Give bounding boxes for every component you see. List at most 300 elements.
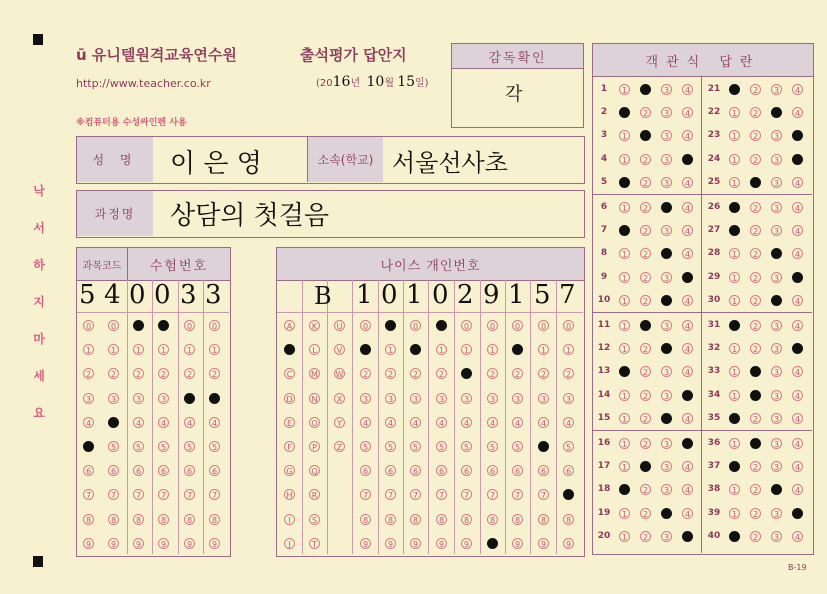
answer-bubble[interactable]: 2 [750, 107, 761, 118]
digit-bubble[interactable]: 5 [563, 441, 574, 452]
digit-bubble[interactable]: 1 [461, 344, 472, 355]
digit-bubble[interactable]: 6 [184, 465, 195, 476]
letter-bubble[interactable]: G [284, 465, 295, 476]
digit-bubble[interactable]: 9 [563, 538, 574, 549]
digit-bubble[interactable]: 2 [133, 368, 144, 379]
digit-bubble[interactable]: 4 [487, 417, 498, 428]
answer-bubble[interactable]: 2 [750, 484, 761, 495]
digit-bubble[interactable]: 8 [563, 514, 574, 525]
answer-bubble[interactable]: 2 [640, 295, 651, 306]
digit-bubble[interactable]: 5 [461, 441, 472, 452]
answer-bubble[interactable]: 3 [661, 531, 672, 542]
answer-bubble[interactable]: 1 [729, 343, 740, 354]
letter-bubble[interactable]: B [284, 344, 295, 355]
answer-bubble[interactable]: 1 [619, 461, 630, 472]
answer-bubble[interactable]: 1 [619, 272, 630, 283]
answer-bubble[interactable]: 2 [750, 461, 761, 472]
digit-bubble[interactable]: 4 [436, 417, 447, 428]
answer-bubble[interactable]: 4 [792, 461, 803, 472]
answer-bubble[interactable]: 2 [640, 84, 651, 95]
answer-bubble[interactable]: 1 [729, 508, 740, 519]
letter-bubble[interactable]: H [284, 489, 295, 500]
answer-bubble[interactable]: 4 [682, 154, 693, 165]
digit-bubble[interactable]: 7 [385, 489, 396, 500]
digit-bubble[interactable]: 3 [133, 393, 144, 404]
answer-bubble[interactable]: 3 [771, 484, 782, 495]
digit-bubble[interactable]: 1 [385, 344, 396, 355]
digit-bubble[interactable]: 5 [158, 441, 169, 452]
digit-bubble[interactable]: 7 [360, 489, 371, 500]
answer-bubble[interactable]: 4 [682, 248, 693, 259]
digit-bubble[interactable]: 5 [487, 441, 498, 452]
answer-bubble[interactable]: 4 [682, 84, 693, 95]
digit-bubble[interactable]: 1 [538, 344, 549, 355]
digit-bubble[interactable]: 1 [563, 344, 574, 355]
answer-bubble[interactable]: 1 [729, 84, 740, 95]
answer-bubble[interactable]: 2 [640, 248, 651, 259]
digit-bubble[interactable]: 8 [184, 514, 195, 525]
letter-bubble[interactable]: D [284, 393, 295, 404]
answer-bubble[interactable]: 4 [792, 366, 803, 377]
digit-bubble[interactable]: 4 [360, 417, 371, 428]
answer-bubble[interactable]: 3 [771, 531, 782, 542]
letter-bubble[interactable]: E [284, 417, 295, 428]
answer-bubble[interactable]: 4 [682, 130, 693, 141]
answer-bubble[interactable]: 2 [640, 531, 651, 542]
answer-bubble[interactable]: 2 [750, 508, 761, 519]
answer-bubble[interactable]: 1 [729, 107, 740, 118]
answer-bubble[interactable]: 1 [619, 130, 630, 141]
answer-bubble[interactable]: 4 [682, 343, 693, 354]
answer-bubble[interactable]: 1 [619, 107, 630, 118]
digit-bubble[interactable]: 3 [512, 393, 523, 404]
answer-bubble[interactable]: 4 [792, 177, 803, 188]
answer-bubble[interactable]: 4 [792, 484, 803, 495]
digit-bubble[interactable]: 9 [83, 538, 94, 549]
answer-bubble[interactable]: 2 [640, 202, 651, 213]
answer-bubble[interactable]: 2 [750, 366, 761, 377]
digit-bubble[interactable]: 5 [184, 441, 195, 452]
digit-bubble[interactable]: 4 [184, 417, 195, 428]
digit-bubble[interactable]: 8 [209, 514, 220, 525]
answer-bubble[interactable]: 2 [640, 130, 651, 141]
answer-bubble[interactable]: 2 [750, 272, 761, 283]
answer-bubble[interactable]: 3 [771, 366, 782, 377]
digit-bubble[interactable]: 4 [158, 417, 169, 428]
answer-bubble[interactable]: 3 [661, 295, 672, 306]
answer-bubble[interactable]: 1 [729, 390, 740, 401]
answer-bubble[interactable]: 1 [619, 295, 630, 306]
letter-bubble[interactable]: V [334, 344, 345, 355]
answer-bubble[interactable]: 2 [640, 320, 651, 331]
digit-bubble[interactable]: 8 [487, 514, 498, 525]
letter-bubble[interactable]: T [309, 538, 320, 549]
digit-bubble[interactable]: 2 [410, 368, 421, 379]
digit-bubble[interactable]: 7 [512, 489, 523, 500]
digit-bubble[interactable]: 5 [512, 441, 523, 452]
answer-bubble[interactable]: 1 [619, 531, 630, 542]
digit-bubble[interactable]: 7 [563, 489, 574, 500]
letter-bubble[interactable]: L [309, 344, 320, 355]
answer-bubble[interactable]: 2 [640, 272, 651, 283]
answer-bubble[interactable]: 3 [661, 461, 672, 472]
answer-bubble[interactable]: 4 [682, 107, 693, 118]
answer-bubble[interactable]: 3 [661, 225, 672, 236]
digit-bubble[interactable]: 3 [209, 393, 220, 404]
digit-bubble[interactable]: 4 [410, 417, 421, 428]
digit-bubble[interactable]: 1 [410, 344, 421, 355]
digit-bubble[interactable]: 8 [158, 514, 169, 525]
letter-bubble[interactable]: I [284, 514, 295, 525]
answer-bubble[interactable]: 2 [750, 130, 761, 141]
answer-bubble[interactable]: 2 [750, 225, 761, 236]
answer-bubble[interactable]: 1 [729, 248, 740, 259]
digit-bubble[interactable]: 9 [360, 538, 371, 549]
digit-bubble[interactable]: 0 [487, 320, 498, 331]
answer-bubble[interactable]: 1 [619, 438, 630, 449]
answer-bubble[interactable]: 4 [792, 225, 803, 236]
answer-bubble[interactable]: 3 [661, 154, 672, 165]
answer-bubble[interactable]: 3 [771, 130, 782, 141]
digit-bubble[interactable]: 8 [410, 514, 421, 525]
answer-bubble[interactable]: 2 [750, 248, 761, 259]
digit-bubble[interactable]: 0 [209, 320, 220, 331]
answer-bubble[interactable]: 1 [619, 484, 630, 495]
letter-bubble[interactable]: X [334, 393, 345, 404]
digit-bubble[interactable]: 3 [184, 393, 195, 404]
answer-bubble[interactable]: 1 [619, 225, 630, 236]
digit-bubble[interactable]: 2 [108, 368, 119, 379]
letter-bubble[interactable]: M [309, 368, 320, 379]
answer-bubble[interactable]: 2 [750, 295, 761, 306]
letter-bubble[interactable]: Q [309, 465, 320, 476]
digit-bubble[interactable]: 7 [158, 489, 169, 500]
answer-bubble[interactable]: 3 [771, 320, 782, 331]
answer-bubble[interactable]: 3 [661, 438, 672, 449]
digit-bubble[interactable]: 7 [487, 489, 498, 500]
answer-bubble[interactable]: 2 [640, 343, 651, 354]
digit-bubble[interactable]: 5 [436, 441, 447, 452]
digit-bubble[interactable]: 0 [385, 320, 396, 331]
answer-bubble[interactable]: 3 [661, 177, 672, 188]
answer-bubble[interactable]: 3 [661, 413, 672, 424]
answer-bubble[interactable]: 2 [640, 366, 651, 377]
digit-bubble[interactable]: 3 [360, 393, 371, 404]
digit-bubble[interactable]: 4 [512, 417, 523, 428]
letter-bubble[interactable]: J [284, 538, 295, 549]
digit-bubble[interactable]: 1 [133, 344, 144, 355]
answer-bubble[interactable]: 1 [619, 177, 630, 188]
answer-bubble[interactable]: 4 [792, 531, 803, 542]
digit-bubble[interactable]: 9 [385, 538, 396, 549]
digit-bubble[interactable]: 4 [538, 417, 549, 428]
answer-bubble[interactable]: 4 [682, 177, 693, 188]
digit-bubble[interactable]: 8 [133, 514, 144, 525]
digit-bubble[interactable]: 8 [436, 514, 447, 525]
answer-bubble[interactable]: 4 [792, 343, 803, 354]
answer-bubble[interactable]: 4 [682, 413, 693, 424]
answer-bubble[interactable]: 1 [619, 508, 630, 519]
digit-bubble[interactable]: 6 [133, 465, 144, 476]
digit-bubble[interactable]: 0 [512, 320, 523, 331]
digit-bubble[interactable]: 7 [133, 489, 144, 500]
answer-bubble[interactable]: 1 [619, 320, 630, 331]
answer-bubble[interactable]: 4 [792, 107, 803, 118]
answer-bubble[interactable]: 3 [771, 343, 782, 354]
letter-bubble[interactable]: S [309, 514, 320, 525]
digit-bubble[interactable]: 0 [184, 320, 195, 331]
digit-bubble[interactable]: 2 [209, 368, 220, 379]
answer-bubble[interactable]: 2 [640, 107, 651, 118]
answer-bubble[interactable]: 2 [640, 154, 651, 165]
answer-bubble[interactable]: 2 [750, 177, 761, 188]
digit-bubble[interactable]: 0 [360, 320, 371, 331]
digit-bubble[interactable]: 6 [512, 465, 523, 476]
answer-bubble[interactable]: 2 [750, 413, 761, 424]
digit-bubble[interactable]: 0 [83, 320, 94, 331]
answer-bubble[interactable]: 1 [619, 390, 630, 401]
digit-bubble[interactable]: 3 [436, 393, 447, 404]
answer-bubble[interactable]: 3 [771, 272, 782, 283]
digit-bubble[interactable]: 7 [209, 489, 220, 500]
answer-bubble[interactable]: 3 [771, 177, 782, 188]
digit-bubble[interactable]: 9 [461, 538, 472, 549]
digit-bubble[interactable]: 2 [487, 368, 498, 379]
answer-bubble[interactable]: 1 [729, 177, 740, 188]
digit-bubble[interactable]: 0 [563, 320, 574, 331]
digit-bubble[interactable]: 8 [108, 514, 119, 525]
answer-bubble[interactable]: 4 [792, 84, 803, 95]
digit-bubble[interactable]: 7 [108, 489, 119, 500]
answer-bubble[interactable]: 1 [619, 413, 630, 424]
answer-bubble[interactable]: 2 [750, 320, 761, 331]
digit-bubble[interactable]: 2 [83, 368, 94, 379]
letter-bubble[interactable]: Z [334, 441, 345, 452]
letter-bubble[interactable]: O [309, 417, 320, 428]
answer-bubble[interactable]: 4 [792, 154, 803, 165]
answer-bubble[interactable]: 2 [750, 438, 761, 449]
answer-bubble[interactable]: 4 [792, 438, 803, 449]
answer-bubble[interactable]: 3 [771, 248, 782, 259]
digit-bubble[interactable]: 4 [385, 417, 396, 428]
answer-bubble[interactable]: 3 [771, 438, 782, 449]
answer-bubble[interactable]: 3 [661, 202, 672, 213]
digit-bubble[interactable]: 6 [487, 465, 498, 476]
answer-bubble[interactable]: 3 [771, 461, 782, 472]
digit-bubble[interactable]: 2 [436, 368, 447, 379]
answer-bubble[interactable]: 4 [792, 390, 803, 401]
letter-bubble[interactable]: P [309, 441, 320, 452]
digit-bubble[interactable]: 5 [538, 441, 549, 452]
digit-bubble[interactable]: 2 [563, 368, 574, 379]
answer-bubble[interactable]: 4 [682, 531, 693, 542]
answer-bubble[interactable]: 4 [792, 413, 803, 424]
digit-bubble[interactable]: 0 [436, 320, 447, 331]
digit-bubble[interactable]: 4 [133, 417, 144, 428]
answer-bubble[interactable]: 1 [729, 320, 740, 331]
digit-bubble[interactable]: 7 [83, 489, 94, 500]
answer-bubble[interactable]: 1 [619, 366, 630, 377]
answer-bubble[interactable]: 4 [792, 248, 803, 259]
digit-bubble[interactable]: 3 [410, 393, 421, 404]
digit-bubble[interactable]: 3 [461, 393, 472, 404]
digit-bubble[interactable]: 7 [538, 489, 549, 500]
answer-bubble[interactable]: 1 [729, 438, 740, 449]
answer-bubble[interactable]: 3 [771, 413, 782, 424]
digit-bubble[interactable]: 5 [108, 441, 119, 452]
answer-bubble[interactable]: 3 [661, 130, 672, 141]
digit-bubble[interactable]: 9 [133, 538, 144, 549]
digit-bubble[interactable]: 4 [461, 417, 472, 428]
digit-bubble[interactable]: 0 [133, 320, 144, 331]
digit-bubble[interactable]: 6 [108, 465, 119, 476]
digit-bubble[interactable]: 1 [436, 344, 447, 355]
answer-bubble[interactable]: 3 [771, 154, 782, 165]
answer-bubble[interactable]: 4 [682, 484, 693, 495]
digit-bubble[interactable]: 1 [184, 344, 195, 355]
digit-bubble[interactable]: 4 [563, 417, 574, 428]
answer-bubble[interactable]: 2 [750, 390, 761, 401]
digit-bubble[interactable]: 3 [563, 393, 574, 404]
digit-bubble[interactable]: 6 [410, 465, 421, 476]
answer-bubble[interactable]: 4 [682, 202, 693, 213]
digit-bubble[interactable]: 6 [385, 465, 396, 476]
answer-bubble[interactable]: 4 [792, 295, 803, 306]
answer-bubble[interactable]: 3 [771, 225, 782, 236]
digit-bubble[interactable]: 1 [108, 344, 119, 355]
digit-bubble[interactable]: 4 [209, 417, 220, 428]
answer-bubble[interactable]: 3 [661, 366, 672, 377]
answer-bubble[interactable]: 2 [750, 154, 761, 165]
digit-bubble[interactable]: 1 [158, 344, 169, 355]
answer-bubble[interactable]: 4 [792, 320, 803, 331]
digit-bubble[interactable]: 5 [83, 441, 94, 452]
answer-bubble[interactable]: 1 [729, 202, 740, 213]
answer-bubble[interactable]: 4 [682, 438, 693, 449]
digit-bubble[interactable]: 8 [83, 514, 94, 525]
letter-bubble[interactable]: N [309, 393, 320, 404]
letter-bubble[interactable]: K [309, 320, 320, 331]
digit-bubble[interactable]: 0 [158, 320, 169, 331]
answer-bubble[interactable]: 3 [661, 343, 672, 354]
answer-bubble[interactable]: 3 [771, 84, 782, 95]
digit-bubble[interactable]: 2 [461, 368, 472, 379]
answer-bubble[interactable]: 1 [729, 366, 740, 377]
digit-bubble[interactable]: 9 [538, 538, 549, 549]
digit-bubble[interactable]: 9 [158, 538, 169, 549]
digit-bubble[interactable]: 7 [436, 489, 447, 500]
answer-bubble[interactable]: 1 [619, 248, 630, 259]
answer-bubble[interactable]: 1 [729, 154, 740, 165]
answer-bubble[interactable]: 4 [792, 202, 803, 213]
digit-bubble[interactable]: 7 [461, 489, 472, 500]
digit-bubble[interactable]: 8 [385, 514, 396, 525]
answer-bubble[interactable]: 4 [682, 295, 693, 306]
answer-bubble[interactable]: 2 [640, 413, 651, 424]
digit-bubble[interactable]: 4 [83, 417, 94, 428]
answer-bubble[interactable]: 3 [661, 107, 672, 118]
digit-bubble[interactable]: 6 [158, 465, 169, 476]
answer-bubble[interactable]: 4 [682, 272, 693, 283]
letter-bubble[interactable]: F [284, 441, 295, 452]
digit-bubble[interactable]: 9 [184, 538, 195, 549]
answer-bubble[interactable]: 1 [619, 154, 630, 165]
digit-bubble[interactable]: 2 [385, 368, 396, 379]
digit-bubble[interactable]: 9 [209, 538, 220, 549]
digit-bubble[interactable]: 9 [512, 538, 523, 549]
digit-bubble[interactable]: 7 [410, 489, 421, 500]
answer-bubble[interactable]: 3 [771, 390, 782, 401]
digit-bubble[interactable]: 6 [436, 465, 447, 476]
answer-bubble[interactable]: 4 [682, 225, 693, 236]
digit-bubble[interactable]: 5 [385, 441, 396, 452]
answer-bubble[interactable]: 2 [640, 390, 651, 401]
answer-bubble[interactable]: 3 [661, 272, 672, 283]
answer-bubble[interactable]: 2 [640, 225, 651, 236]
digit-bubble[interactable]: 5 [209, 441, 220, 452]
digit-bubble[interactable]: 3 [538, 393, 549, 404]
digit-bubble[interactable]: 3 [158, 393, 169, 404]
digit-bubble[interactable]: 5 [360, 441, 371, 452]
answer-bubble[interactable]: 2 [640, 438, 651, 449]
letter-bubble[interactable]: U [334, 320, 345, 331]
digit-bubble[interactable]: 8 [512, 514, 523, 525]
digit-bubble[interactable]: 0 [461, 320, 472, 331]
answer-bubble[interactable]: 1 [729, 531, 740, 542]
answer-bubble[interactable]: 3 [661, 84, 672, 95]
digit-bubble[interactable]: 2 [512, 368, 523, 379]
digit-bubble[interactable]: 3 [487, 393, 498, 404]
letter-bubble[interactable]: C [284, 368, 295, 379]
answer-bubble[interactable]: 4 [792, 272, 803, 283]
answer-bubble[interactable]: 4 [792, 130, 803, 141]
digit-bubble[interactable]: 1 [487, 344, 498, 355]
answer-bubble[interactable]: 1 [729, 413, 740, 424]
letter-bubble[interactable]: R [309, 489, 320, 500]
answer-bubble[interactable]: 1 [619, 202, 630, 213]
digit-bubble[interactable]: 6 [538, 465, 549, 476]
digit-bubble[interactable]: 3 [83, 393, 94, 404]
answer-bubble[interactable]: 1 [619, 84, 630, 95]
answer-bubble[interactable]: 1 [729, 461, 740, 472]
digit-bubble[interactable]: 2 [360, 368, 371, 379]
answer-bubble[interactable]: 1 [729, 272, 740, 283]
answer-bubble[interactable]: 2 [750, 84, 761, 95]
digit-bubble[interactable]: 8 [360, 514, 371, 525]
answer-bubble[interactable]: 4 [682, 390, 693, 401]
digit-bubble[interactable]: 2 [158, 368, 169, 379]
answer-bubble[interactable]: 3 [661, 484, 672, 495]
answer-bubble[interactable]: 2 [750, 343, 761, 354]
digit-bubble[interactable]: 9 [410, 538, 421, 549]
answer-bubble[interactable]: 3 [661, 508, 672, 519]
answer-bubble[interactable]: 3 [771, 295, 782, 306]
digit-bubble[interactable]: 2 [184, 368, 195, 379]
digit-bubble[interactable]: 5 [133, 441, 144, 452]
answer-bubble[interactable]: 3 [661, 320, 672, 331]
digit-bubble[interactable]: 6 [461, 465, 472, 476]
digit-bubble[interactable]: 0 [538, 320, 549, 331]
digit-bubble[interactable]: 1 [360, 344, 371, 355]
answer-bubble[interactable]: 3 [661, 390, 672, 401]
answer-bubble[interactable]: 4 [792, 508, 803, 519]
answer-bubble[interactable]: 1 [729, 484, 740, 495]
letter-bubble[interactable]: A [284, 320, 295, 331]
digit-bubble[interactable]: 8 [461, 514, 472, 525]
answer-bubble[interactable]: 3 [771, 202, 782, 213]
answer-bubble[interactable]: 4 [682, 461, 693, 472]
digit-bubble[interactable]: 1 [83, 344, 94, 355]
